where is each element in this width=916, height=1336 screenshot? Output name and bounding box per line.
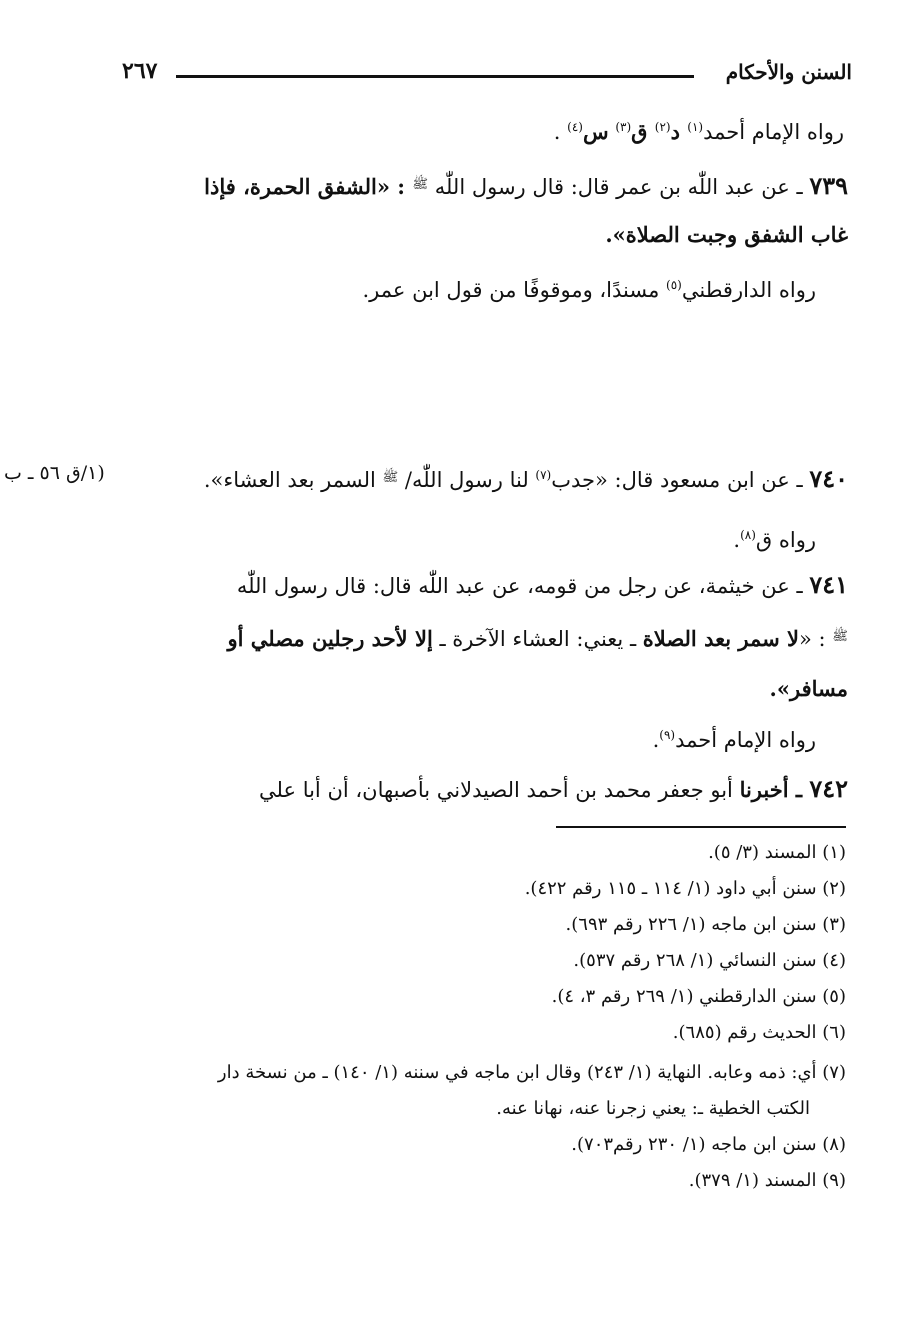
footnote: (٢) سنن أبي داود (١/ ١١٤ ـ ١١٥ رقم ٤٢٢). [524, 878, 846, 899]
manuscript-margin-ref: (١/ق ٥٦ ـ ب [4, 462, 105, 484]
salla-glyph: ﷺ [382, 470, 399, 485]
hadith-739-line-1: ٧٣٩ ـ عن عبد اللّٰه بن عمر قال: قال رسول اللّٰه $^ﷺ$ : «الشفق الحمرة، فإذا [204, 171, 848, 200]
hadith-740-line-1: ٧٤٠ ـ عن ابن مسعود قال: «جدب$^{(٧)}$ لنا رسول اللّٰه/ $^ﷺ$ السمر بعد العشاء». [203, 464, 848, 493]
header-rule [176, 75, 694, 78]
hadith-739-source: رواه الدارقطني$^{(٥)}$ مسندًا، وموقوفًا من قول ابن عمر. [362, 278, 816, 302]
footnote: (٩) المسند (١/ ٣٧٩). [688, 1170, 846, 1191]
hadith-number: ٧٤١ [809, 570, 848, 599]
footnote: (٦) الحديث رقم (٦٨٥). [672, 1022, 846, 1043]
page-number: ٢٦٧ [122, 58, 158, 84]
footnote: (٧) أي: ذمه وعابه. النهاية (١/ ٢٤٣) وقال ابن ماجه في سننه (١/ ١٤٠) ـ من نسخة دار [217, 1062, 846, 1083]
hadith-739-line-2: غاب الشفق وجبت الصلاة». [605, 222, 848, 247]
hadith-740-source: رواه ق$^{(٨)}$. [733, 528, 816, 552]
footnote: (٣) سنن ابن ماجه (١/ ٢٢٦ رقم ٦٩٣). [565, 914, 846, 935]
footnote: (٨) سنن ابن ماجه (١/ ٢٣٠ رقم٧٠٣). [571, 1134, 846, 1155]
footnote-rule [556, 826, 846, 828]
hadith-741-line-2: $^ﷺ$ : «لا سمر بعد الصلاة ـ يعني: العشاء الآخرة ـ إلا لأحد رجلين مصلي أو [227, 626, 848, 651]
salla-glyph: ﷺ [412, 177, 429, 192]
footnote: (١) المسند (٣/ ٥). [708, 842, 846, 863]
hadith-741-line-1: ٧٤١ ـ عن خيثمة، عن رجل من قومه، عن عبد اللّٰه قال: قال رسول اللّٰه [236, 570, 848, 599]
salla-glyph: ﷺ [832, 629, 848, 644]
footnote: (٥) سنن الدارقطني (١/ ٢٦٩ رقم ٣، ٤). [551, 986, 846, 1007]
hadith-742-line-1: ٧٤٢ ـ أخبرنا أبو جعفر محمد بن أحمد الصيدلاني بأصبهان، أن أبا علي [259, 774, 848, 803]
footnote-continuation: الكتب الخطية ـ: يعني زجرنا عنه، نهانا عنه. [496, 1098, 810, 1119]
hadith-741-line-3: مسافر». [769, 676, 848, 701]
hadith-number: ٧٤٠ [809, 464, 848, 493]
hadith-741-source: رواه الإمام أحمد$^{(٩)}$. [652, 728, 816, 752]
running-title: السنن والأحكام [725, 60, 852, 84]
source-line-1: رواه الإمام أحمد$^{(١)}$ د$^{(٢)}$ ق$^{(٣)}$ س$^{(٤)}$ . [553, 119, 844, 144]
hadith-number: ٧٣٩ [809, 171, 848, 200]
footnote: (٤) سنن النسائي (١/ ٢٦٨ رقم ٥٣٧). [573, 950, 846, 971]
running-header [118, 58, 852, 94]
hadith-number: ٧٤٢ [809, 774, 848, 803]
